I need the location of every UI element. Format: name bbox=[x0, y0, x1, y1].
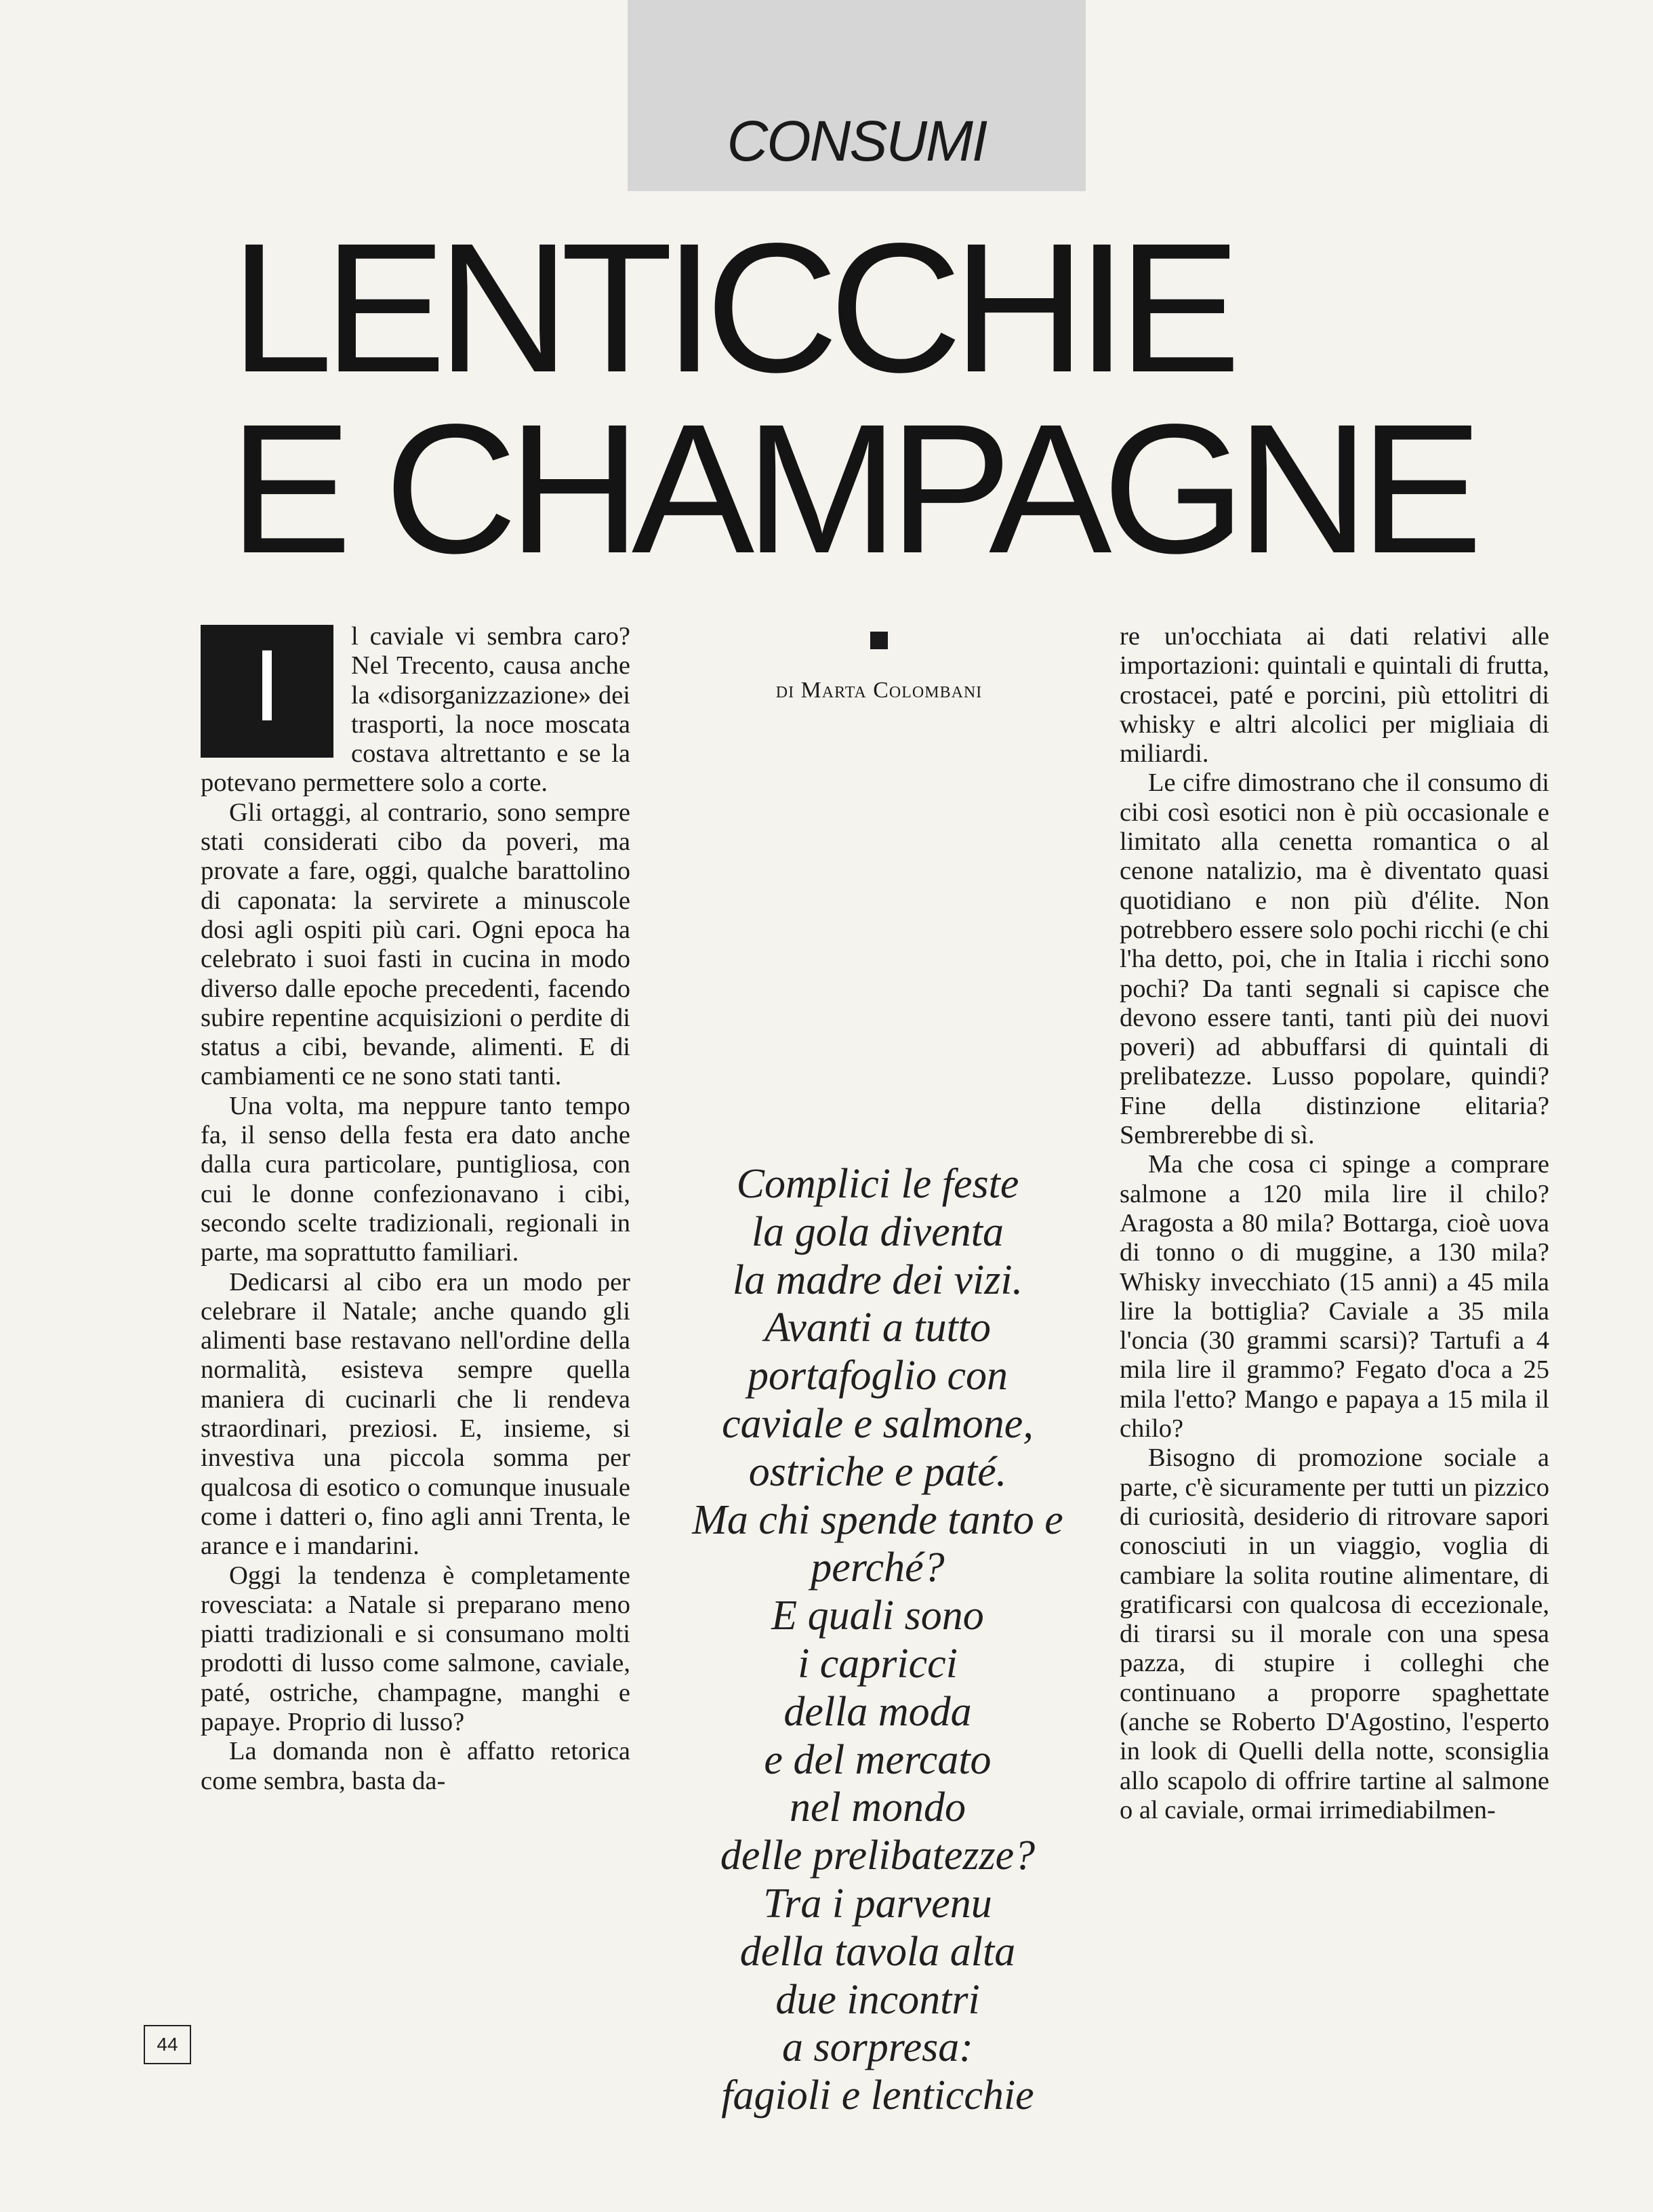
pull-quote-line: perché? bbox=[811, 1544, 945, 1591]
paragraph: Oggi la tendenza è completamente rovesciata: a Natale si preparano meno piatti tradizionali e si consumano molti prodotti di lusso come salmone, caviale, paté, ostriche, champagne, manghi e papaye. Proprio di lusso? bbox=[201, 1561, 630, 1736]
pull-quote-line: la madre dei vizi. bbox=[732, 1256, 1023, 1303]
pull-quote bbox=[657, 1160, 1098, 2120]
pull-quote-line: la gola diventa bbox=[752, 1208, 1004, 1255]
pull-quote-line: ostriche e paté. bbox=[748, 1448, 1007, 1495]
paragraph: re un'occhiata ai dati relativi alle importazioni: quintali e quintali di frutta, crostacei, paté e porcini, più ettolitri di whisky e altri alcolici per migliaia di miliardi. bbox=[1120, 622, 1549, 769]
article-column-left bbox=[201, 622, 630, 1796]
paragraph: Una volta, ma neppure tanto tempo fa, il senso della festa era dato anche dalla cura particolare, puntigliosa, con cui le donne confezionavano i cibi, secondo scelte tradizionali, regionali in parte, ma soprattutto familiari. bbox=[201, 1091, 630, 1267]
paragraph: Le cifre dimostrano che il consumo di cibi così esotici non è più occasionale e limitato alla cenetta romantica o al cenone natalizio, ma è diventato quasi quotidiano e non più d'élite. Non potrebbero essere solo pochi ricchi (e chi l'ha detto, poi, che in Italia i ricchi sono pochi? Da tanti segnali si capisce che devono essere tanti, tanti più dei nuovi poveri) ad abbuffarsi di quintali di prelibatezze. Lusso popolare, quindi? Fine della distinzione elitaria? Sembrerebbe di sì. bbox=[1120, 769, 1549, 1150]
byline: di Marta Colombani bbox=[775, 678, 983, 703]
article-column-right bbox=[1120, 622, 1549, 1825]
pull-quote-line: fagioli e lenticchie bbox=[721, 2072, 1034, 2119]
page-number: 44 bbox=[144, 2025, 191, 2064]
pull-quote-line: delle prelibatezze? bbox=[720, 1832, 1036, 1879]
bullet-square-icon bbox=[870, 632, 888, 649]
paragraph: Ma che cosa ci spinge a comprare salmone a 120 mila lire il chilo? Aragosta a 80 mila? Bottarga, cioè uova di tonno o di muggine, a 130 mila? Whisky invecchiato (15 anni) a 45 mila lire la bottiglia? Caviale a 35 mila l'oncia (30 grammi scarsi)? Tartufi a 4 mila lire il grammo? Fegato d'oca a 25 mila l'etto? Mango e papaya a 15 mila il chilo? bbox=[1120, 1150, 1549, 1443]
pull-quote-line: Avanti a tutto bbox=[764, 1305, 992, 1351]
pull-quote-line: i capricci bbox=[798, 1640, 958, 1687]
pull-quote-line: a sorpresa: bbox=[782, 2024, 973, 2071]
pull-quote-line: della moda bbox=[783, 1688, 972, 1735]
paragraph: Bisogno di promozione sociale a parte, c'è sicuramente per tutti un pizzico di curiosità, desiderio di ritrovare sapori conosciuti in un viaggio, voglia di cambiare la solita routine alimentare, di gratificarsi con qualcosa di eccezionale, di tirarsi su il morale con una spesa pazza, di stupire i colleghi che continuano a proporre spaghettate (anche se Roberto D'Agostino, l'esperto in look di Quelli della notte, sconsiglia allo scapolo di offrire tartine al salmone o al caviale, ormai irrimediabilmen- bbox=[1120, 1443, 1549, 1824]
section-header-box bbox=[628, 0, 1086, 191]
paragraph: La domanda non è affatto retorica come sembra, basta da- bbox=[201, 1737, 630, 1795]
pull-quote-line: della tavola alta bbox=[739, 1928, 1016, 1975]
pull-quote-line: e del mercato bbox=[764, 1736, 992, 1783]
pull-quote-line: nel mondo bbox=[789, 1784, 966, 1831]
headline-line-1: LENTICCHIE bbox=[230, 205, 1232, 411]
pull-quote-line: E quali sono bbox=[771, 1593, 984, 1639]
paragraph: Dedicarsi al cibo era un modo per celebrare il Natale; anche quando gli alimenti base restavano nell'ordine della normalità, esisteva sempre quella maniera di cucinarli che li rendeva straordinari, preziosi. E, insieme, si investiva una piccola somma per qualcosa di esotico o comunque inusuale come i datteri o, fino agli anni Trenta, le arance e i mandarini. bbox=[201, 1267, 630, 1561]
paragraph: l caviale vi sembra caro? Nel Trecento, causa anche la «disorganizzazione» dei trasporti, la noce moscata costava altrettanto e se la potevano permettere solo a corte. bbox=[201, 622, 630, 798]
section-label: CONSUMI bbox=[727, 109, 987, 173]
drop-cap bbox=[201, 625, 333, 758]
pull-quote-line: due incontri bbox=[775, 1976, 980, 2023]
pull-quote-line: Ma chi spende tanto e bbox=[692, 1496, 1063, 1543]
pull-quote-line: Tra i parvenu bbox=[763, 1880, 992, 1927]
pull-quote-line: caviale e salmone, bbox=[722, 1400, 1034, 1447]
pull-quote-line: portafoglio con bbox=[747, 1353, 1008, 1399]
pull-quote-line: Complici le feste bbox=[736, 1161, 1019, 1207]
paragraph: Gli ortaggi, al contrario, sono sempre stati considerati cibo da poveri, ma provate a fare, oggi, qualche barattolino di caponata: la servirete a minuscole dosi agli ospiti più cari. Ogni epoca ha celebrato i suoi fasti in cucina in modo diverso dalle epoche precedenti, facendo subire repentine acquisizioni o perdite di status a cibi, bevande, alimenti. E di cambiamenti ce ne sono stati tanti. bbox=[201, 798, 630, 1091]
drop-cap-letter: I bbox=[253, 628, 281, 742]
headline-line-2: E CHAMPAGNE bbox=[229, 386, 1473, 592]
